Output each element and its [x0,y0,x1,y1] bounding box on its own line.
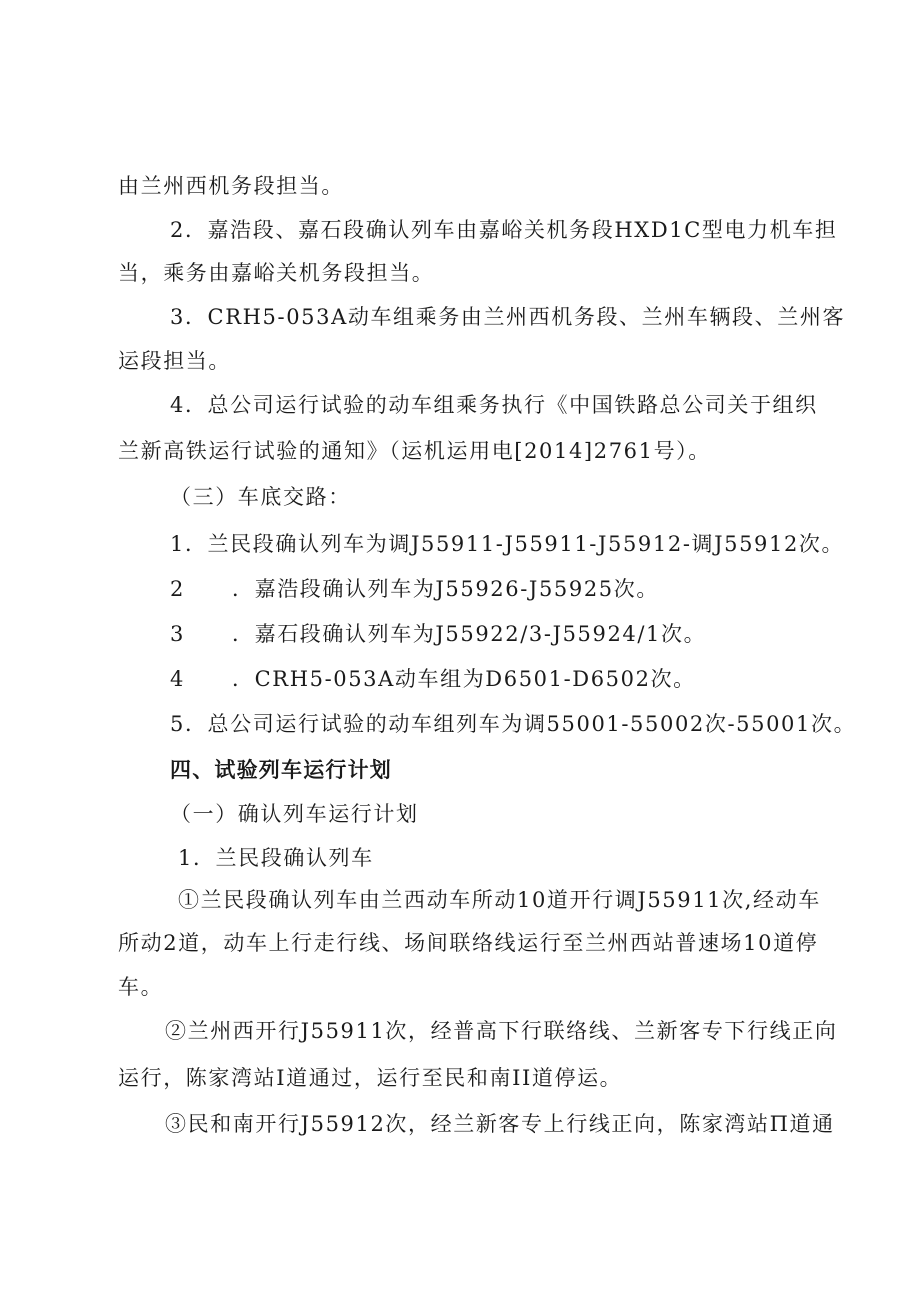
section-heading: 四、试验列车运行计划 [170,758,392,782]
list-item: 5．总公司运行试验的动车组列车为调55001-55002次-55001次。 [170,712,857,736]
paragraph-line: 3．CRH5-053A动车组乘务由兰州西机务段、兰州车辆段、兰州客 [170,305,846,329]
list-dot: ． [232,622,255,646]
paragraph-line: ③民和南开行J55912次，经兰新客专上行线正向，陈家湾站Π道通 [165,1112,835,1136]
list-text: 嘉石段确认列车为J55922/3-J55924/1次。 [254,622,707,646]
subsection-heading: （一）确认列车运行计划 [170,802,419,826]
paragraph-line: 运段担当。 [118,349,231,373]
paragraph-line: 运行，陈家湾站Ⅰ道通过，运行至民和南II道停运。 [118,1066,623,1090]
list-number: 4 [170,667,185,691]
list-item: 1．兰民段确认列车为调J55911-J55911-J55912-调J55912次。 [170,532,845,556]
paragraph-line: 4．总公司运行试验的动车组乘务执行《中国铁路总公司关于组织 [170,393,818,417]
section-subheading: （三）车底交路： [170,485,351,509]
list-item [170,575,659,603]
paragraph-line: 2．嘉浩段、嘉石段确认列车由嘉峪关机务段HXD1C型电力机车担 [170,218,838,242]
paragraph-line: 车。 [118,975,164,999]
list-text: 嘉浩段确认列车为J55926-J55925次。 [254,577,659,601]
paragraph-line: ②兰州西开行J55911次，经普高下行联络线、兰新客专下行线正向 [165,1019,838,1043]
list-number: 2 [170,577,185,601]
list-number: 3 [170,622,185,646]
paragraph-line: 所动2道，动车上行走行线、场间联络线运行至兰州西站普速场10道停 [118,931,819,955]
list-item: 1．兰民段确认列车 [178,846,374,870]
paragraph-line: 兰新高铁运行试验的通知》（运机运用电[2014]2761号）。 [118,439,711,463]
paragraph-line: ①兰民段确认列车由兰西动车所动10道开行调J55911次,经动车 [178,888,821,912]
list-text: CRH5-053A动车组为D6501-D6502次。 [254,667,696,691]
list-item [170,665,696,693]
list-dot: ． [232,667,255,691]
list-item [170,620,706,648]
list-dot: ． [232,577,255,601]
paragraph-line: 由兰州西机务段担当。 [118,174,344,198]
paragraph-line: 当，乘务由嘉峪关机务段担当。 [118,261,435,285]
